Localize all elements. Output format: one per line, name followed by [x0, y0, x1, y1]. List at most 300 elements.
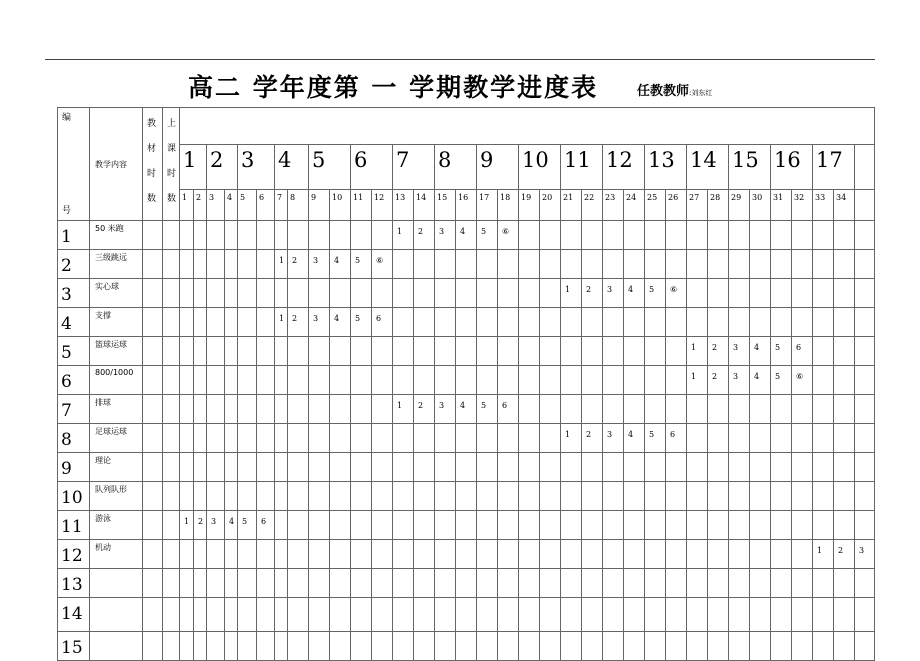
lesson-cell — [624, 511, 645, 540]
lesson-cell — [813, 250, 834, 279]
lesson-cell-text: 2 — [712, 343, 718, 352]
lesson-cell — [309, 337, 330, 366]
row-number-text: 13 — [61, 575, 83, 595]
row-number-text: 10 — [61, 488, 83, 508]
row-class-hours — [163, 482, 180, 511]
lesson-11-text: 11 — [353, 193, 364, 202]
lesson-cell — [582, 250, 603, 279]
lesson-cell — [561, 540, 582, 569]
lesson-cell — [498, 221, 519, 250]
lesson-22-text: 22 — [584, 193, 595, 202]
lesson-cell — [624, 482, 645, 511]
lesson-cell — [225, 511, 238, 540]
row-class-hours — [163, 366, 180, 395]
lesson-cell — [194, 569, 207, 598]
lesson-cell — [238, 482, 257, 511]
lesson-cell — [813, 221, 834, 250]
lesson-14 — [414, 190, 435, 221]
top-rule — [45, 59, 875, 60]
lesson-cell-text: 3 — [439, 401, 445, 410]
row-class-hours — [163, 540, 180, 569]
lesson-cell — [414, 250, 435, 279]
lesson-cell — [288, 453, 309, 482]
lesson-34-text: 34 — [836, 193, 847, 202]
lesson-cell — [288, 395, 309, 424]
lesson-cell — [238, 424, 257, 453]
table-row — [58, 511, 875, 540]
lesson-cell — [238, 540, 257, 569]
week-17 — [813, 145, 855, 190]
lesson-cell — [687, 453, 708, 482]
lesson-cell — [207, 569, 225, 598]
lesson-27 — [687, 190, 708, 221]
lesson-cell — [372, 395, 393, 424]
lesson-cell — [855, 569, 875, 598]
lesson-cell — [477, 366, 498, 395]
lesson-cell — [645, 279, 666, 308]
lesson-cell — [372, 632, 393, 661]
row-class-hours — [163, 632, 180, 661]
lesson-cell-text: 5 — [775, 343, 781, 352]
lesson-cell — [330, 337, 351, 366]
row-material-hours — [143, 221, 163, 250]
lesson-cell-text: 5 — [355, 256, 361, 265]
lesson-cell — [540, 366, 561, 395]
lesson-cell — [435, 482, 456, 511]
table-row — [58, 424, 875, 453]
lesson-cell — [477, 221, 498, 250]
week-15-text: 15 — [732, 148, 759, 172]
header-content — [90, 108, 143, 221]
lesson-cell — [750, 511, 771, 540]
lesson-18 — [498, 190, 519, 221]
row-class-hours — [163, 598, 180, 632]
lesson-cell — [855, 511, 875, 540]
week-7-text: 7 — [396, 148, 410, 172]
lesson-cell — [414, 308, 435, 337]
row-topic-text: 游泳 — [95, 514, 111, 523]
lesson-cell — [603, 337, 624, 366]
lesson-cell-text: ⑥ — [502, 227, 510, 236]
row-material-hours — [143, 395, 163, 424]
lesson-cell — [330, 250, 351, 279]
lesson-cell — [180, 453, 194, 482]
lesson-cell — [414, 221, 435, 250]
lesson-cell — [435, 453, 456, 482]
lesson-cell — [309, 482, 330, 511]
lesson-cell-text: 5 — [355, 314, 361, 323]
header-number-top: 编 — [62, 113, 72, 123]
lesson-cell — [288, 482, 309, 511]
lesson-cell — [624, 395, 645, 424]
lesson-cell — [194, 632, 207, 661]
lesson-cell-text: 3 — [607, 430, 613, 439]
row-topic — [90, 453, 143, 482]
lesson-cell — [275, 482, 288, 511]
lesson-cell — [855, 482, 875, 511]
lesson-cell — [309, 632, 330, 661]
lesson-cell — [561, 395, 582, 424]
lesson-cell — [257, 511, 275, 540]
lesson-cell — [540, 598, 561, 632]
row-class-hours — [163, 221, 180, 250]
row-number-text: 2 — [61, 256, 72, 276]
row-number-text: 14 — [61, 604, 83, 624]
lesson-cell — [855, 221, 875, 250]
table-row — [58, 337, 875, 366]
lesson-cell — [330, 482, 351, 511]
lesson-cell-text: 1 — [565, 285, 571, 294]
lesson-cell-text: ⑥ — [670, 285, 678, 294]
lesson-cell-text: ⑥ — [376, 256, 384, 265]
lesson-cell — [792, 453, 813, 482]
lesson-cell — [855, 598, 875, 632]
lesson-cell — [372, 308, 393, 337]
lesson-cell — [225, 632, 238, 661]
lesson-cell-text: 5 — [481, 401, 487, 410]
lesson-cell — [687, 598, 708, 632]
lesson-cell-text: 4 — [229, 517, 235, 526]
lesson-cell-text: 6 — [796, 343, 802, 352]
lesson-cell — [813, 424, 834, 453]
lesson-cell — [207, 250, 225, 279]
lesson-17-text: 17 — [479, 193, 490, 202]
lesson-cell — [792, 221, 813, 250]
lesson-cell — [372, 569, 393, 598]
lesson-cell — [708, 279, 729, 308]
lesson-cell — [792, 632, 813, 661]
page-title: 高二 学年度第 一 学期教学进度表 — [188, 73, 599, 102]
week-6 — [351, 145, 393, 190]
lesson-cell — [330, 540, 351, 569]
lesson-cell — [813, 632, 834, 661]
row-number-text: 5 — [61, 343, 72, 363]
lesson-cell — [435, 424, 456, 453]
row-class-hours — [163, 424, 180, 453]
lesson-cell — [194, 250, 207, 279]
lesson-cell — [393, 540, 414, 569]
lesson-cell — [498, 569, 519, 598]
lesson-cell — [687, 250, 708, 279]
row-number-text: 4 — [61, 314, 72, 334]
lesson-cell — [393, 482, 414, 511]
lesson-cell — [257, 598, 275, 632]
lesson-cell — [393, 453, 414, 482]
lesson-cell — [519, 279, 540, 308]
lesson-cell — [393, 221, 414, 250]
lesson-cell — [624, 632, 645, 661]
lesson-cell — [771, 308, 792, 337]
lesson-cell — [288, 279, 309, 308]
lesson-cell — [207, 308, 225, 337]
lesson-cell-text: 2 — [418, 401, 424, 410]
lesson-cell — [257, 632, 275, 661]
lesson-cell — [477, 395, 498, 424]
lesson-cell — [771, 279, 792, 308]
lesson-cell — [207, 337, 225, 366]
lesson-cell — [645, 632, 666, 661]
lesson-cell — [477, 511, 498, 540]
lesson-1 — [180, 190, 194, 221]
lesson-cell — [275, 250, 288, 279]
lesson-cell — [288, 424, 309, 453]
row-topic-text: 理论 — [95, 456, 111, 465]
lesson-cell — [750, 221, 771, 250]
row-topic — [90, 337, 143, 366]
lesson-cell — [729, 250, 750, 279]
row-material-hours — [143, 250, 163, 279]
lesson-cell — [180, 279, 194, 308]
row-topic — [90, 279, 143, 308]
lesson-cell — [771, 569, 792, 598]
lesson-16-text: 16 — [458, 193, 469, 202]
lesson-cell — [309, 453, 330, 482]
lesson-cell — [180, 337, 194, 366]
row-topic-text: 篮球运球 — [95, 340, 127, 349]
lesson-cell — [180, 569, 194, 598]
lesson-cell — [582, 540, 603, 569]
lesson-cell — [708, 424, 729, 453]
lesson-cell — [238, 221, 257, 250]
row-topic — [90, 366, 143, 395]
row-topic — [90, 569, 143, 598]
teacher-info — [637, 80, 712, 99]
lesson-cell — [624, 250, 645, 279]
lesson-cell — [729, 482, 750, 511]
lesson-cell — [194, 395, 207, 424]
row-class-hours — [163, 395, 180, 424]
week-15 — [729, 145, 771, 190]
lesson-cell — [330, 366, 351, 395]
lesson-cell — [498, 632, 519, 661]
lesson-10-text: 10 — [332, 193, 343, 202]
lesson-cell — [750, 308, 771, 337]
lesson-cell — [813, 453, 834, 482]
lesson-cell — [666, 337, 687, 366]
lesson-cell-text: 1 — [279, 314, 285, 323]
row-number-text: 15 — [61, 638, 83, 658]
lesson-cell — [708, 540, 729, 569]
header-content-label: 教学内容 — [95, 159, 127, 169]
lesson-cell — [257, 221, 275, 250]
lesson-10 — [330, 190, 351, 221]
lesson-cell — [309, 279, 330, 308]
row-number-text: 11 — [61, 517, 83, 537]
lesson-cell — [624, 598, 645, 632]
lesson-cell — [393, 395, 414, 424]
row-number-text: 6 — [61, 372, 72, 392]
row-topic-text: 队列队形 — [95, 485, 127, 494]
week-4 — [275, 145, 309, 190]
lesson-cell — [275, 453, 288, 482]
lesson-cell — [393, 569, 414, 598]
lesson-cell-text: 3 — [607, 285, 613, 294]
lesson-6-text: 6 — [259, 193, 265, 202]
week-8-text: 8 — [438, 148, 452, 172]
lesson-cell — [275, 221, 288, 250]
lesson-cell — [238, 279, 257, 308]
lesson-cell — [666, 279, 687, 308]
lesson-cell — [180, 308, 194, 337]
lesson-cell — [519, 511, 540, 540]
lesson-7 — [275, 190, 288, 221]
lesson-cell — [351, 424, 372, 453]
row-class-hours — [163, 569, 180, 598]
lesson-cell — [288, 598, 309, 632]
week-12-text: 12 — [606, 148, 633, 172]
lesson-cell — [456, 395, 477, 424]
lesson-cell — [645, 453, 666, 482]
lesson-cell — [414, 395, 435, 424]
lesson-cell — [180, 482, 194, 511]
lesson-cell — [624, 540, 645, 569]
lesson-cell — [180, 598, 194, 632]
lesson-cell — [834, 540, 855, 569]
lesson-cell — [456, 279, 477, 308]
lesson-cell — [687, 366, 708, 395]
row-material-hours — [143, 453, 163, 482]
week-blank — [855, 145, 875, 190]
lesson-cell — [540, 632, 561, 661]
lesson-cell — [194, 221, 207, 250]
lesson-cell — [813, 279, 834, 308]
lesson-cell — [540, 453, 561, 482]
lesson-cell — [750, 424, 771, 453]
lesson-33-text: 33 — [815, 193, 826, 202]
lesson-32-text: 32 — [794, 193, 805, 202]
lesson-cell — [561, 279, 582, 308]
lesson-cell — [771, 598, 792, 632]
lesson-cell — [561, 632, 582, 661]
lesson-cell — [225, 569, 238, 598]
lesson-cell — [351, 308, 372, 337]
lesson-cell-text: 5 — [481, 227, 487, 236]
lesson-cell — [582, 221, 603, 250]
lesson-cell — [645, 221, 666, 250]
lesson-17 — [477, 190, 498, 221]
lesson-cell — [771, 395, 792, 424]
row-topic — [90, 250, 143, 279]
week-2 — [207, 145, 238, 190]
row-number — [58, 279, 90, 308]
lesson-cell — [194, 511, 207, 540]
lesson-cell — [372, 424, 393, 453]
lesson-cell — [330, 569, 351, 598]
lesson-18-text: 18 — [500, 193, 511, 202]
lesson-cell — [194, 308, 207, 337]
lesson-cell — [194, 424, 207, 453]
row-number — [58, 250, 90, 279]
lesson-cell — [435, 221, 456, 250]
lesson-cell-text: 4 — [460, 401, 466, 410]
lesson-cell — [582, 453, 603, 482]
lesson-cell — [372, 337, 393, 366]
lesson-cell-text: 4 — [754, 343, 760, 352]
lesson-cell — [435, 569, 456, 598]
row-class-hours — [163, 337, 180, 366]
lesson-cell — [309, 598, 330, 632]
lesson-cell — [288, 540, 309, 569]
lesson-30 — [750, 190, 771, 221]
lesson-cell — [180, 221, 194, 250]
table-row — [58, 540, 875, 569]
lesson-cell-text: 4 — [628, 430, 634, 439]
lesson-8-text: 8 — [290, 193, 296, 202]
row-topic-text: 排球 — [95, 398, 111, 407]
lesson-cell — [729, 453, 750, 482]
lesson-cell — [834, 395, 855, 424]
row-class-hours — [163, 453, 180, 482]
lesson-cell — [813, 308, 834, 337]
lesson-9 — [309, 190, 330, 221]
lesson-cell — [519, 366, 540, 395]
lesson-cell-text: 6 — [502, 401, 508, 410]
lesson-cell — [498, 395, 519, 424]
lesson-cell-text: 2 — [292, 256, 298, 265]
lesson-cell — [180, 395, 194, 424]
row-topic — [90, 540, 143, 569]
week-5-text: 5 — [312, 148, 326, 172]
lesson-13 — [393, 190, 414, 221]
lesson-cell — [330, 395, 351, 424]
lesson-9-text: 9 — [311, 193, 317, 202]
lesson-cell-text: 5 — [775, 372, 781, 381]
lesson-cell — [603, 569, 624, 598]
lesson-2 — [194, 190, 207, 221]
lesson-cell — [771, 453, 792, 482]
week-10 — [519, 145, 561, 190]
lesson-cell — [194, 598, 207, 632]
lesson-30-text: 30 — [752, 193, 763, 202]
lesson-cell-text: 2 — [292, 314, 298, 323]
lesson-cell — [834, 250, 855, 279]
lesson-cell — [477, 598, 498, 632]
week-11 — [561, 145, 603, 190]
lesson-24-text: 24 — [626, 193, 637, 202]
lesson-cell — [257, 337, 275, 366]
row-topic — [90, 511, 143, 540]
lesson-cell — [603, 540, 624, 569]
lesson-cell — [771, 540, 792, 569]
lesson-cell — [519, 221, 540, 250]
lesson-28 — [708, 190, 729, 221]
week-1 — [180, 145, 207, 190]
lesson-cell — [729, 308, 750, 337]
lesson-cell — [257, 250, 275, 279]
lesson-34 — [834, 190, 855, 221]
lesson-cell — [666, 453, 687, 482]
lesson-cell — [519, 482, 540, 511]
lesson-cell-text: 5 — [649, 430, 655, 439]
lesson-cell — [540, 511, 561, 540]
lesson-cell — [834, 569, 855, 598]
lesson-cell-text: 4 — [334, 314, 340, 323]
lesson-cell-text: 2 — [712, 372, 718, 381]
lesson-cell — [855, 337, 875, 366]
lesson-cell — [666, 598, 687, 632]
lesson-cell — [561, 569, 582, 598]
lesson-cell — [393, 337, 414, 366]
lesson-31-text: 31 — [773, 193, 784, 202]
row-number — [58, 424, 90, 453]
lesson-cell — [771, 221, 792, 250]
teacher-label: 任教教师 — [637, 84, 690, 99]
lesson-cell — [238, 250, 257, 279]
lesson-cell — [645, 395, 666, 424]
lesson-cell — [582, 569, 603, 598]
lesson-cell — [414, 366, 435, 395]
lesson-cell-text: 4 — [460, 227, 466, 236]
